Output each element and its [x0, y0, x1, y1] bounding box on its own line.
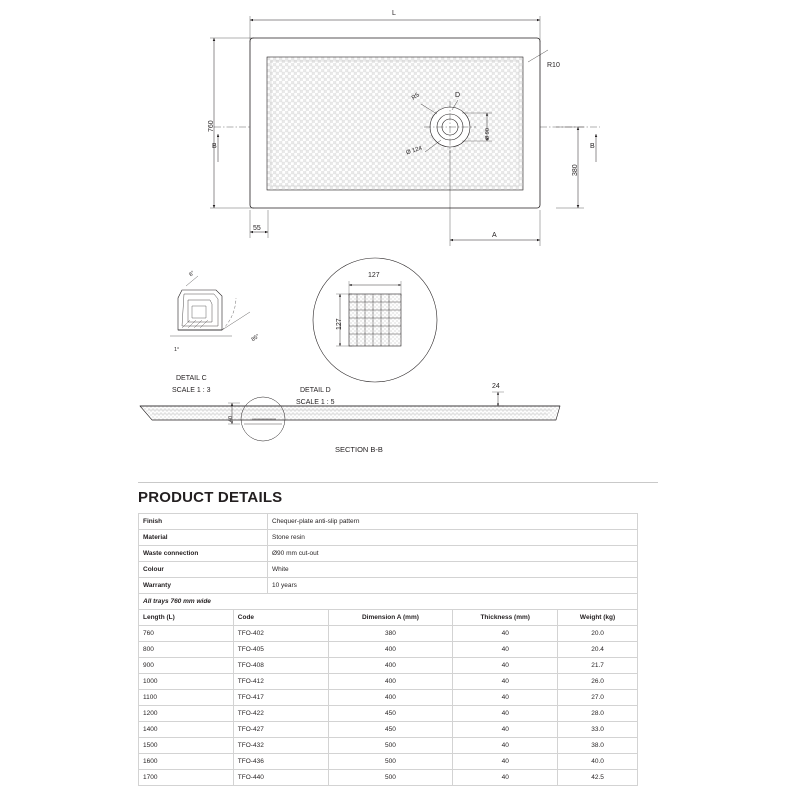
dimension-a-label: A: [492, 232, 497, 239]
table-cell: 800: [139, 642, 234, 658]
table-cell: 500: [328, 770, 453, 786]
table-cell: 26.0: [558, 674, 638, 690]
table-row: [139, 770, 638, 786]
table-row: [139, 642, 638, 658]
page-title: PRODUCT DETAILS: [138, 489, 283, 506]
detail-d-width: 127: [368, 272, 380, 279]
column-header: Code: [233, 610, 328, 626]
table-cell: TFO-408: [233, 658, 328, 674]
table-cell: 400: [328, 642, 453, 658]
spec-row: [139, 514, 638, 530]
spec-note: All trays 760 mm wide: [139, 594, 638, 610]
table-cell: 40: [453, 674, 558, 690]
product-details-section: [138, 482, 658, 786]
detail-c-angle-right: 85°: [250, 333, 261, 343]
spec-table: [138, 513, 638, 610]
table-cell: TFO-412: [233, 674, 328, 690]
table-cell: 40: [453, 690, 558, 706]
spec-value: Stone resin: [268, 530, 638, 546]
table-cell: 500: [328, 738, 453, 754]
table-cell: 1400: [139, 722, 234, 738]
section-divider: [138, 482, 658, 483]
spec-value: Ø90 mm cut-out: [268, 546, 638, 562]
column-header: Thickness (mm): [453, 610, 558, 626]
table-cell: 40: [453, 770, 558, 786]
table-cell: 1500: [139, 738, 234, 754]
table-row: [139, 738, 638, 754]
plan-width-label: 760: [208, 120, 215, 132]
detail-d-height: 127: [336, 318, 343, 330]
table-cell: 40: [453, 722, 558, 738]
detail-c-title: DETAIL C: [176, 375, 207, 382]
spec-key: Warranty: [139, 578, 268, 594]
table-cell: 400: [328, 658, 453, 674]
detail-c-angle-bottom: 1°: [174, 347, 180, 353]
waste-diameter-label: Ø 124: [405, 145, 423, 157]
table-cell: 1000: [139, 674, 234, 690]
table-cell: 380: [328, 626, 453, 642]
section-thickness-label: 40: [228, 415, 234, 422]
section-mark-left: B: [212, 143, 217, 150]
table-cell: 40.0: [558, 754, 638, 770]
spec-row: [139, 530, 638, 546]
table-cell: TFO-427: [233, 722, 328, 738]
table-row: [139, 706, 638, 722]
table-cell: TFO-440: [233, 770, 328, 786]
table-cell: 20.0: [558, 626, 638, 642]
table-cell: TFO-402: [233, 626, 328, 642]
spec-row: [139, 546, 638, 562]
table-row: [139, 674, 638, 690]
table-cell: 40: [453, 642, 558, 658]
table-cell: TFO-422: [233, 706, 328, 722]
detail-d-scale: SCALE 1 : 5: [296, 399, 335, 406]
table-cell: TFO-432: [233, 738, 328, 754]
spec-key: Material: [139, 530, 268, 546]
spec-key: Colour: [139, 562, 268, 578]
table-cell: 450: [328, 706, 453, 722]
table-cell: 1100: [139, 690, 234, 706]
spec-key: Waste connection: [139, 546, 268, 562]
column-header: Dimension A (mm): [328, 610, 453, 626]
table-cell: 400: [328, 674, 453, 690]
table-cell: 1600: [139, 754, 234, 770]
column-header: Length (L): [139, 610, 234, 626]
table-cell: 900: [139, 658, 234, 674]
table-row: [139, 722, 638, 738]
table-cell: 21.7: [558, 658, 638, 674]
sizes-header-row: [139, 610, 638, 626]
table-cell: 20.4: [558, 642, 638, 658]
table-cell: 760: [139, 626, 234, 642]
table-cell: 40: [453, 706, 558, 722]
table-cell: TFO-417: [233, 690, 328, 706]
table-cell: 450: [328, 722, 453, 738]
column-header: Weight (kg): [558, 610, 638, 626]
table-row: [139, 626, 638, 642]
detail-c-scale: SCALE 1 : 3: [172, 387, 211, 394]
table-cell: 400: [328, 690, 453, 706]
spec-value: Chequer-plate anti-slip pattern: [268, 514, 638, 530]
table-cell: 42.5: [558, 770, 638, 786]
plan-length-label: L: [392, 10, 396, 17]
spec-key: Finish: [139, 514, 268, 530]
table-cell: 40: [453, 658, 558, 674]
detail-c-angle-top: 8°: [188, 270, 197, 279]
corner-radius-label: R10: [547, 62, 560, 69]
table-cell: 33.0: [558, 722, 638, 738]
spec-value: White: [268, 562, 638, 578]
waste-radius-label: R5: [410, 92, 421, 102]
table-row: [139, 658, 638, 674]
section-title: SECTION B-B: [335, 445, 383, 454]
table-cell: 40: [453, 626, 558, 642]
table-cell: 500: [328, 754, 453, 770]
table-cell: 40: [453, 754, 558, 770]
table-row: [139, 754, 638, 770]
detail-d-title: DETAIL D: [300, 387, 331, 394]
offset-left-label: 55: [253, 225, 261, 232]
table-cell: 28.0: [558, 706, 638, 722]
spec-row: [139, 562, 638, 578]
spec-row: [139, 578, 638, 594]
section-mark-right: B: [590, 143, 595, 150]
table-cell: 1700: [139, 770, 234, 786]
waste-depth-label: Ø 90: [485, 128, 491, 140]
table-cell: 40: [453, 738, 558, 754]
section-lip-label: 24: [492, 383, 500, 390]
detail-d-marker: D: [455, 92, 461, 99]
table-cell: TFO-436: [233, 754, 328, 770]
half-width-label: 380: [572, 164, 579, 176]
spec-note-row: [139, 594, 638, 610]
table-row: [139, 690, 638, 706]
table-cell: 27.0: [558, 690, 638, 706]
table-cell: 38.0: [558, 738, 638, 754]
table-cell: 1200: [139, 706, 234, 722]
spec-value: 10 years: [268, 578, 638, 594]
sizes-table: [138, 609, 638, 786]
table-cell: TFO-405: [233, 642, 328, 658]
